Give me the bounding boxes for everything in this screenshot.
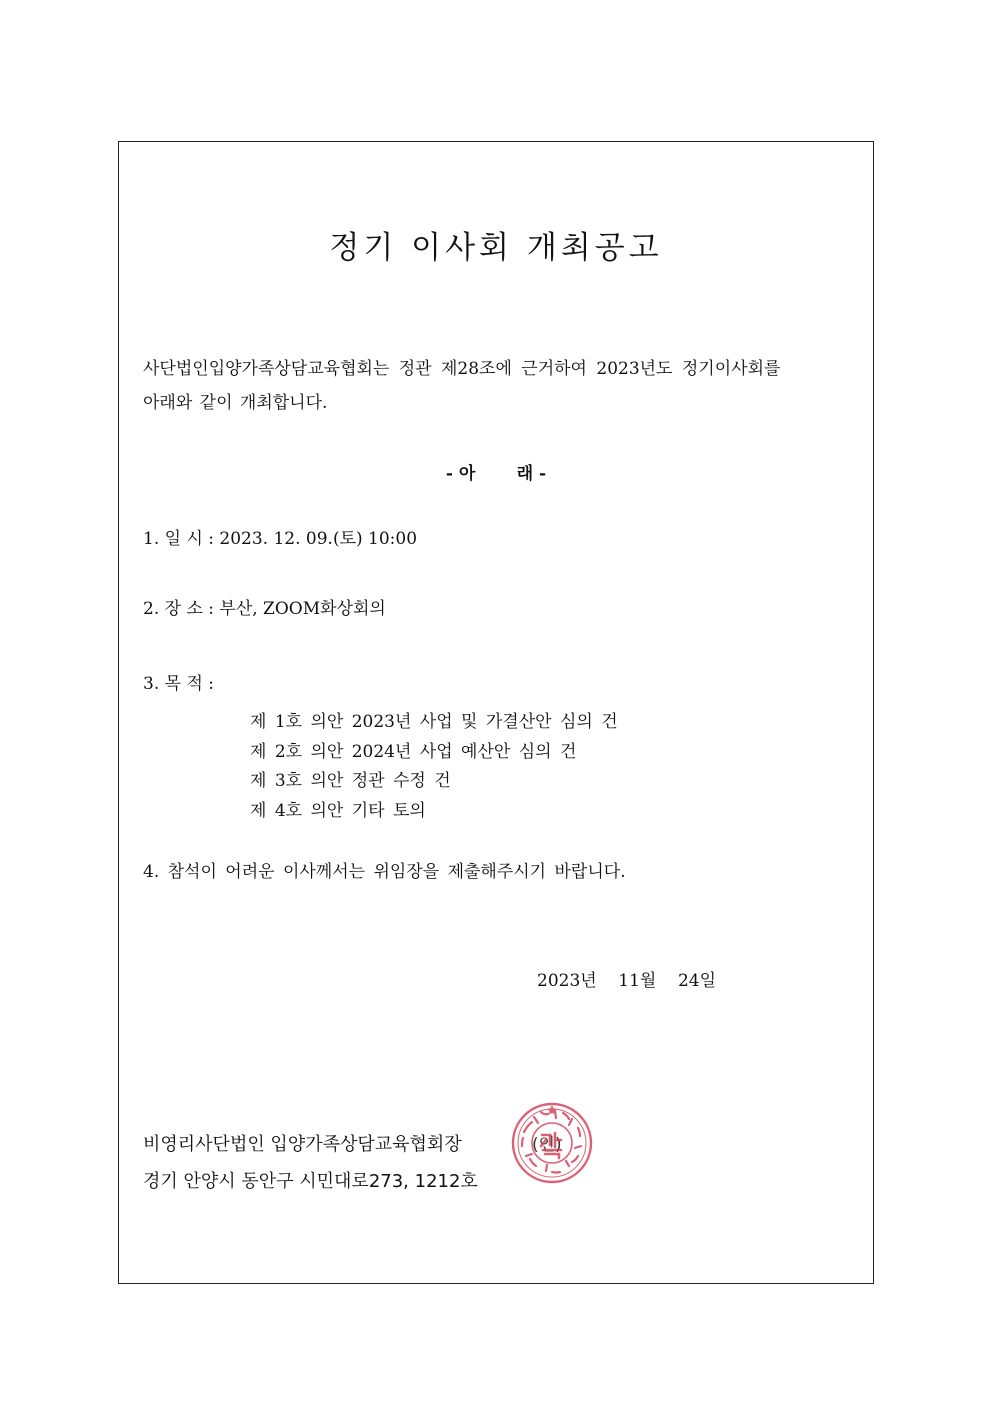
- meeting-datetime: 1. 일 시 : 2023. 12. 09.(토) 10:00: [143, 529, 418, 549]
- intro-paragraph-line-2: 아래와 같이 개최합니다.: [143, 393, 328, 413]
- meeting-location: 2. 장 소 : 부산, ZOOM화상회의: [143, 599, 386, 619]
- organization-name: 비영리사단법인 입양가족상담교육협회장: [143, 1134, 462, 1155]
- seal-mark-label: (인): [532, 1135, 562, 1155]
- organization-seal-stamp-icon: [511, 1102, 593, 1184]
- proxy-notice: 4. 참석이 어려운 이사께서는 위임장을 제출해주시기 바랍니다.: [143, 862, 626, 882]
- notice-date: 2023년 11월 24일: [537, 971, 717, 991]
- agenda-item: 제 4호 의안 기타 토의: [250, 800, 426, 821]
- agenda-list: [250, 708, 618, 826]
- agenda-item: 제 3호 의안 정관 수정 건: [250, 771, 451, 791]
- page-title: 정기 이사회 개최공고: [329, 230, 663, 266]
- agenda-item: 제 2호 의안 2024년 사업 예산안 심의 건: [250, 741, 577, 762]
- meeting-purpose-label: 3. 목 적 :: [143, 674, 215, 694]
- agenda-item: 제 1호 의안 2023년 사업 및 가결산안 심의 건: [250, 712, 618, 732]
- organization-address: 경기 안양시 동안구 시민대로273, 1212호: [143, 1171, 478, 1192]
- intro-paragraph-line-1: 사단법인입양가족상담교육협회는 정관 제28조에 근거하여 2023년도 정기이사회를: [143, 359, 781, 379]
- section-heading: - 아 래 -: [445, 464, 547, 484]
